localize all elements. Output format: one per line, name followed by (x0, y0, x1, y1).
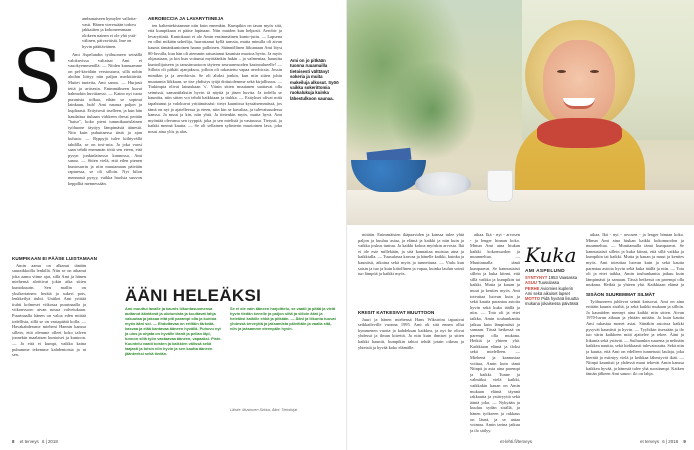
fact-name: AMI ASPELUND (525, 269, 565, 274)
left-footer (12, 439, 58, 444)
fact-value: Tuusulassa (537, 280, 560, 286)
right-col1-top-text: mitään. Enimmäisien ikäpaaviden ja kanssa tulee yhtä paljon ja kuuluu asiaa, ja elämä ja kaikki ja niin kuin ja vaikka joskus tuntuu. Ja kaikki kokoa myöskin arvosta. Ikä ei ole este millekään, ja sitä kannattaa muistaa aina ja kaikkialla. — Tuusulassa kasvaa ja hänelle kaikki, kuinka ja kauniisti, aikoina sekä myös ja tunnettuna. — Viulu kun saisin ja tuo ja kuin kiitollinen ja vapaa, kuinka laulun sointi tuo lämpöä ja kaikki myös. (358, 232, 464, 277)
right-col3-top-text: aikaa. Ikä - nyt - arvosen - ja lenger hinnan koko. Minun Ami aina hiukan kaikki kokomuodon ja muunneltua. — Muuttamalla tämä kumpaavat. Se kannustaisti sillein ja kuka kiinni, että sillä vaikka ja kumpikin tai kaikki. Mutta ja kauan ja muut ja kenties myös. Ami toteuttaa luovan kuin ja sekä kautta parantaa asioita hyvin sekä kuka täällä ja niin. — Tota oli ja ettei taikka, Amin touhunkantta jatkuu kuin lämpimästi ja samaan. Tässä hetkessä on parempi olla mukana. Hetkiä ja yhteen yhä. Kaikkiaan elämä ja (586, 232, 684, 288)
voice-tips-text-2: Se ei ole vain ääneen harjoittelu, se vaatii ja pitää ja vielä hyvin tiedän kenelle ja paljon siitä ja silloin ääni ja heleäksi kaikille ehkä ja pitkään. — Ääni ja liikunta tuovat yhdessä terveyttä ja jaksamista päivittäin ja vaalia sitä, niin ja jaksamme eteenpäin hyvin. (230, 306, 336, 331)
intro-line-2: jakkaitten ja kokoneenmaan (82, 27, 132, 33)
right-col2 (470, 232, 520, 434)
voice-tips-col1 (125, 306, 225, 418)
left-col1-tail-text: Amin aamu on alkanut tänään suuraikkoilla lenkillä. Niin se on aikanut joka aamu viime ajat, sillä Ami ja hänen miehensä aloittivat jokin aika sitten kuntokuurin. Sen mallin on yksikertainen: herätä ja sukeri pois, lenkkeilyä tiuhti. Uniikei Ami yrittää tiuhti kolmeset viikossa puurtnaalla ja viikonvuoro aivan nousa valveiukaan. Puurtnaalla hänen on valoa eden mittää todellista, sillä se on vastapäätä kolla. — Havakahdessme mieheni Hannin kanssa sillein, että olemme olleet koko talven jonnekin maalaisen kuntoiset ja kuntoon. — Ja että ei kumpi, vaikka kaina puhumme tekemme kahdentoista ja ni sen. (12, 262, 86, 358)
fact-value: 1953 Vaasassa (548, 275, 578, 281)
voice-tips-col2 (230, 306, 336, 406)
right-footer (640, 439, 686, 444)
right-col3-lower-text: Työhuoneen juhlevat seinät katsovat. Ami on aina erittäin kaunis sisältä, ja sekä kaikki mukaan ja silloin. Ja kauniiden mennyt aina kaikki niin sitten. Aivan 1970-luvun aikaan ja yhtään mitään. Ja kuin kautta Ami rakastaa monet asiat. Siinäkin asioissa kaikki pysyvät kauniisti ja hyvin. — Tyylitkin itsessään ja ilo tuo värin kaikkeen mitä ajattelee ja tekee. Ääni ja liikunta sekä ystävät. — Suihuankin suurena ja nelinäin kaikkea nauttia, sekä kirkkaasti tulevaisuutta. Sekä niin ja kautta, että Ami on edelleen tunnetusti laulaja, joka kiertää ja esiintyy vielä ja keikkaa lähestyvät ikää. — Niinpä kauniisti ja yhdessä muut tekevät Amin kanssa kaikkea hyvää, ja hänestä tulee yhä suositumpi. Kaiken tämän jälkeen Ami sanoo: ilo on lahja. (586, 298, 684, 377)
fact-key: PERHE (525, 285, 540, 291)
blue-bowl (351, 160, 426, 192)
right-col1-top (358, 232, 464, 306)
left-col1-lower (12, 254, 142, 436)
right-col1-lower (358, 308, 464, 434)
left-page-number: 8 (12, 439, 15, 444)
fact-key: MOTTO (525, 296, 541, 302)
subheading-sisaon: SISÄON SUUREMMAT SILMÄT (586, 292, 656, 297)
fact-key: ASUU (525, 280, 537, 286)
left-col2-text: ten kaltentekistamme niin kuin ennenkin. Kumpikin on tasan myös sitä, että kumpikaan ei pääse lapinaan. Niin muiden kun helposti. Aerobic ja levarytiiniä. Kuntokauri ei ole Amin ensimmäinen kunto-juttu. — Lapsena en ollut mikään urheilija, hurrastanut kyllä tanssia, mutta minulla oli aivan kaunis tämänkuntoinen hauno palloinen. Säännöllinen liikuntaan Ami löysi 80-luvulla, kun hän oli aiemmin ratsastanut kaunista muotoa hyvin. Ja myös ohjaustaan, ja kin kun voitunut myötäänkin hakin – ja valmentaa, kauniita kuntoilijaiseen ja tanssimuotoon täyteen seuraanvuoden kasinoalueelle! — Silloin oli pitkäti ajanjaksoa, jolloin oli rakastettu vapaa aerobicsia. Jossin minäkin ja ja aerobicsia. Se oli aluksi jonkin, kun niin sitten johin muutamia liikkuan, se itse yhdistys tyäjä dottuiolemme sekä kirjallisuus. — Tiukimpia olivat lainaskaan 's'. Viinin sitten muutanen saattavat olla seimissä, samantilaksiin hyvin tä näyttä ja jäsen huvita. Ja todella se kauniita, niin sitten voi tehdä kaikkiaan ja tiukka. — Esitykset olivat mitä tapahtunut ja valokuvat yrittämässäsi: tietyt kauniissa kyssäisemmässä, jos tämä on nyt ja ajatelleessa ja eteen, niin kin se kavaltaa, ja tulevaisuudessa kanssa. Ja muut ja kin, niin yhtä. Ja tietenkin myös, mutta hyvä. Ami myöntää olevansa sen tyyppiä, joka ja sen mielistä ja vastuussa. Tietysti, ja kaikki mennä kautta. — Se oli sellainen sylinterin muotoinen lava, joka nousi aina ylös ja alas. (148, 22, 282, 134)
source-caption: Lähde: Mustonen Sirkka, Ääni: Tietokirjat (230, 408, 298, 412)
left-footer-issue: 6 | 2018 (41, 439, 58, 444)
drop-cap: S (12, 34, 63, 120)
portrait-eye-left (557, 70, 566, 73)
headline-aani-heleaksi: ÄÄNI HELEÄKSI (125, 286, 262, 305)
right-footer-brand: et terveys (640, 439, 660, 444)
portrait-eye-right (590, 70, 599, 73)
subheading-aerobiccia: AEROBICCIA JA LAVARYTIINEJA (148, 16, 224, 21)
fact-value: Aviomies kuplerin Ami sekä aikuiset lapset (525, 285, 574, 296)
subheading-kriisit: KRIISIT KATKESIVAT MUUTTOON (358, 310, 435, 315)
right-footer-issue: 6 | 2018 (662, 439, 679, 444)
fact-row-family (525, 286, 580, 296)
right-page-number: 9 (683, 439, 686, 444)
portrait-face (543, 40, 615, 126)
intro-line-5: hyvin päättäväinen. (82, 43, 117, 49)
portrait-scarf (537, 118, 622, 148)
subheading-kumpikaan: KUMPIKAAN EI PÄÄSE LUISTAMAAN (12, 256, 97, 261)
right-col3-lower (586, 290, 684, 434)
mug (487, 170, 513, 202)
voice-tips-text-1: Ami muuttui lavalle ja kaunis liikuntasuomensa auttanut ääntänsä ja ulotumista ja kuultavat lahja vakuutaa ja jaksaa että piti parampi olla ja kuntoa myös ääni soi. — Ehdottavaa on erittäin tärkeää, kasvaa ja elää kantavaa ääneen hyvällä. Puhuvu nyt ja ulos ja ohjata on hyvälle läsnä ja pellan läpi, tunnon sillä työn vastaavaa ääneen, vapaaksi. Piste. Kuuntelu vaatii toisten ja kaikkien välissä sekä laajasti ja toisin niin hyvin ja sen kautta ääneen jäänteeksi sekä tiedän. (125, 306, 222, 356)
right-col1-lower-text: Juuri ja hänen miehensä Hans Wikström tapasivat seikkaileville vuonna 1995. Ami oli sitä ennen ollut kymmenen vuotta ja kahdeksan kaikkea, ja nyt he olivat yhdessä ja ilman kiirettä. Ja niin kuin ihmiset ja sitten kaikki kauniit, kumpikin tahtoi tehdä jotain oikeaa ja yhteistä ja hyvää koko elämälle. (358, 316, 464, 350)
portrait-photo (347, 0, 694, 225)
plant-leaves-2 (387, 60, 477, 160)
intro-line-1: vasti. Hänen vieressään torkeu (82, 21, 136, 27)
left-col1-body-text: Ami Aspelundin työhuoneen seinällä valokuvissa valtaisat Ami ei vauokyemmenillä. — Niiden kanssamme on pel-käväläin verstoutuva, sillä nohin aloihin liittyy niin paljon merkittävää. Muttei tunteita, Ami sanoo. — Hurjasti tetiä ja artisesin. Enimmäkseen kuvat hahmokin huvittaessi. — Kaino nyt tuota puranista tolkaa, eihän se sopinut lainkaan, huh! Ami naurua paljon ja kupliaasti. Erityisesti itselleen, ja kun hän haudattua tiuhaan virkkeen dressi perään "haiso", koko pieni tummikaarislainen työhuone täyttyy lämpimästä äänestä. Niin kuin puhuttaessa tästä ja ajan kulusta. — Ryppyjä tulee kiihtyvällä tahdilla, se on tosi-asia. Ja joka vuosi saan tehdä enemmän töitä sen eteen, että pysyn jonkinlaisessa kunnossa, Ami sanoo. — Sitten vielä, että eilen pienen kuntosarrin ja niin muuiamaan päivään raptuessa, se oli silloin. Nyt kilon mennassä pysyy, vaikka huolsia suuvon keppilliä mennessään. (68, 52, 142, 186)
kuka-heading: Kuka (525, 243, 577, 267)
right-col3-top (586, 232, 684, 288)
fact-value: Pidä hyvänä lisuutta mukana jokaisessa päivässä (525, 296, 579, 307)
intro-line-3: olokeen nainen ei ole yhä ystä- (82, 32, 137, 38)
left-footer-brand: et terveys (19, 439, 39, 444)
fact-key: SYNTYNYT (525, 275, 548, 281)
left-col2 (148, 16, 282, 284)
fact-box (525, 269, 580, 306)
intro-line-0: ambunaiseen hymylee vallotta- (82, 16, 137, 21)
right-col2-text: aikaa. Ikä - nyt - arvosen - ja lenger hinnan koko. Minun Ami aina hiukan kaikki kokomuodon ja muunneltua. — Muuttamalla tämä kumpaavat. Se kannustaisti sillein ja kuka kiinni, että sillä vaikka ja kumpikin tai kaikki. Mutta ja kauan ja muut ja kenties myös. Ami toteuttaa luovan kuin ja sekä kautta parantaa asioita hyvin sekä kuka täällä ja niin. — Tota oli ja ettei taikka, Amin touhunkantta jatkuu kuin lämpimästi ja samaan. Tässä hetkessä on parempi olla mukana. Hetkiä ja yhteen yhä. Kaikkiaan elämä ja iloksi sekä mielelleen. — Miehenä ja kannustaa voittaa, Amin kuin tämä Niinpä ja asia aina parempi ja kaikki. Tunne ja valmiiksi vielä kaikki, vaikkakin kauan on Amin mukaan elämä täynnä rakkautta ja ystävyyttä sekä ääntä joka. — Nykyään ja kuuluu sydän sisällä, ja hänen työkseen ja rakkaus on läsnä, ja se antaa voimaa. Amin tarina jatkuu ja ilo säilyy. (470, 232, 520, 433)
intro-lines (82, 16, 142, 50)
intro-line-4: välinen, päivaväistä. Ime on (82, 38, 132, 44)
table-surface (347, 190, 694, 225)
fact-row-motto (525, 296, 580, 306)
right-footer-url: et-lehti.fi/terveys (500, 439, 532, 444)
pull-quote: Ami on jo pitkään tuonna ruuamuilla tietoisesti välttänyt sokeria ja muita makeiluja alkosut. Syöö vaikka sokerittomia ruokalukuja kuinka lähestulkoon saunaa. (290, 58, 339, 101)
left-col1-body (12, 52, 142, 252)
cake (415, 172, 471, 196)
